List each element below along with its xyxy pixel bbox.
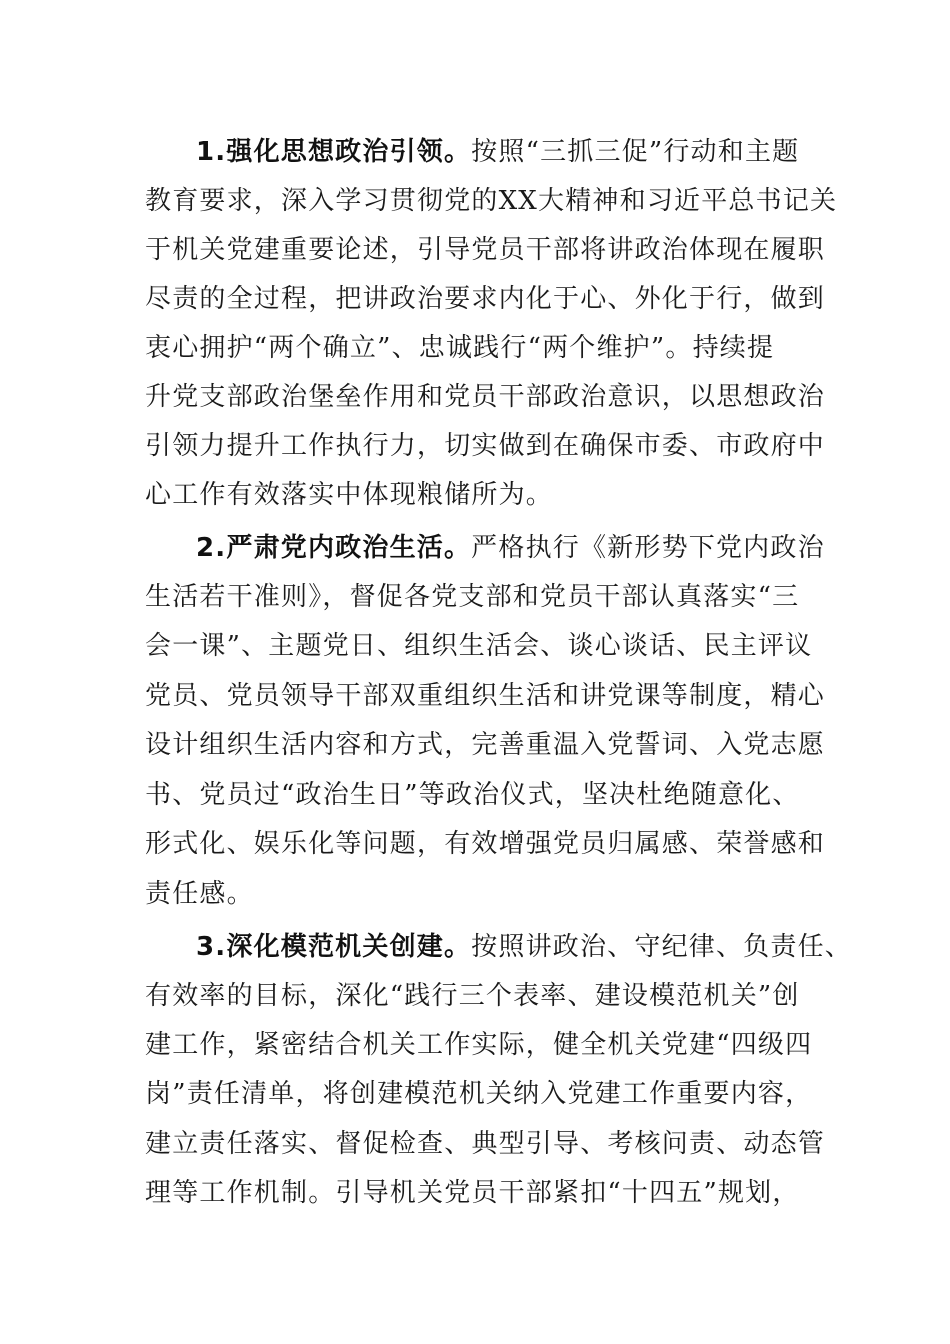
paragraph-1-line-6: 升党支部政治堡垒作用和党员干部政治意识，以思想政治 (145, 382, 826, 412)
paragraph-3-line-6: 理等工作机制。引导机关党员干部紧扣“十四五”规划， (145, 1178, 800, 1208)
paragraph-1-line-1 (196, 135, 799, 169)
paragraph-1-line-5: 衷心拥护“两个确立”、忠诚践行“两个维护”。持续提 (145, 333, 775, 363)
paragraph-2-line-2: 生活若干准则》，督促各党支部和党员干部认真落实“三 (145, 582, 800, 612)
paragraph-2-line-6: 书、党员过“政治生日”等政治仪式，坚决杜绝随意化、 (145, 780, 800, 810)
paragraph-2-line-3: 会一课”、主题党日、组织生活会、谈心谈话、民主评议 (145, 631, 813, 661)
paragraph-1-line-4: 尽责的全过程，把讲政治要求内化于心、外化于行，做到 (145, 284, 826, 314)
paragraph-2-line-1 (196, 531, 825, 565)
paragraph-2-line-7: 形式化、娱乐化等问题，有效增强党员归属感、荣誉感和 (145, 829, 826, 859)
paragraph-1-line-7: 引领力提升工作执行力，切实做到在确保市委、市政府中 (145, 431, 826, 461)
paragraph-2-line-5: 设计组织生活内容和方式，完善重温入党誓词、入党志愿 (145, 730, 826, 760)
paragraph-3-line-1 (196, 930, 852, 964)
paragraph-3-text: 按照讲政治、守纪律、负责任、 (471, 932, 852, 962)
paragraph-1-text: 按照“三抓三促”行动和主题 (471, 137, 800, 167)
paragraph-2-heading: 2.严肃党内政治生活。 (196, 533, 472, 563)
paragraph-3-heading: 3.深化模范机关创建。 (196, 932, 472, 962)
paragraph-1-line-3: 于机关党建重要论述，引导党员干部将讲政治体现在履职 (145, 235, 826, 265)
paragraph-2-line-4: 党员、党员领导干部双重组织生活和讲党课等制度，精心 (145, 681, 826, 711)
paragraph-3-line-3: 建工作，紧密结合机关工作实际，健全机关党建“四级四 (145, 1030, 813, 1060)
paragraph-2-text: 严格执行《新形势下党内政治 (471, 533, 825, 563)
paragraph-1-heading: 1.强化思想政治引领。 (196, 137, 472, 167)
paragraph-1-line-2: 教育要求，深入学习贯彻党的XX大精神和习近平总书记关 (145, 186, 838, 216)
paragraph-3-line-4: 岗”责任清单，将创建模范机关纳入党建工作重要内容， (145, 1079, 813, 1109)
paragraph-2-line-8: 责任感。 (145, 879, 254, 909)
paragraph-3-line-2: 有效率的目标，深化“践行三个表率、建设模范机关”创 (145, 981, 800, 1011)
paragraph-3-line-5: 建立责任落实、督促检查、典型引导、考核问责、动态管 (145, 1129, 826, 1159)
paragraph-1-line-8: 心工作有效落实中体现粮储所为。 (145, 480, 554, 510)
